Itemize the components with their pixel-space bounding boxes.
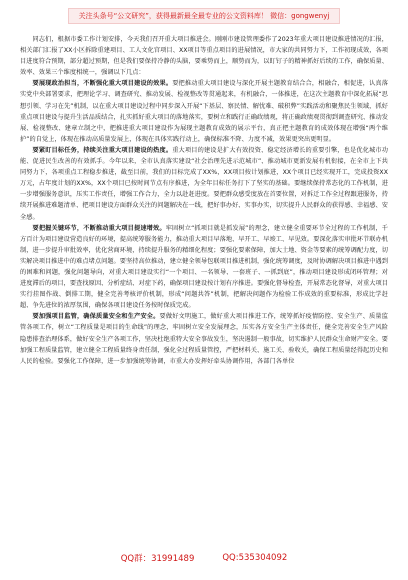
paragraph-body: 同志们，根据市委工作计划安排，今天我们召开重大项目推进会。刚刚市建设管理委作了2023年重大项目建设推进情况的汇报，相关部门汇报了XX小区拆除重建项目、工人文化宫项目、XX项目等重点项目的进展情况，市大家的共同努力下，工作初现成效，各项目进度符合预期，部分超过预期，但是我们要保持冷静的头脑，要乘势而上，顺势而为，以盯钉子的精神抓好后续的工作，确保质量、效率、效果三个维度相统一，强调以下几点： <box>20 36 389 77</box>
section-heading: 要把握关键环节，不断推动重大项目提速增效。 <box>32 224 166 232</box>
top-banner <box>0 6 408 26</box>
document-body <box>20 34 388 367</box>
footer-qq-group: QQ群：31991489 <box>120 554 195 564</box>
banner-text: 关注头条号“公文研究”，获得最新最全最专业的公文资料库！ 微信：gongwenyj <box>68 8 341 24</box>
paragraph-body: 要做好文明施工，做好重大项目推进工作，统筹抓好疫情防控、安全生产、质量监管各项工作，树立“工程质量是项目的生命线”的理念，牢固树立安全发展理念，压实各方安全生产主体责任，健全完善安全生产风险隐患排查治理体系，做好安全生产各项工作，坚决杜绝重特大安全事故发生，坚决遏制一般事故，切实维护人民群众生命财产安全。要加强工程质量监管，建立健全工程质量终身责任制，强化全过程质量管控，严把材料关、施工关、验收关，确保工程质量经得起历史和人民的检验。要强化工作保障，进一步加强统筹协调，市重大办发挥好牵头协调作用，各部门各单位 <box>20 313 389 365</box>
section-heading: 要紧盯目标任务，持续关注重大项目建设的热度。 <box>32 146 173 154</box>
paragraph-body: 重大项目的建设是扩大有效投资、稳定经济增长的重要引擎，也是优化城市功能、促进民生改善的有效抓手。今年以来，全市认真落实建设“社会治理先进示范城市”、推动城市更新发展有机衔接，在全市上下共同努力下，各项重点工程稳步推进，截至目前，我们的目标完成了XX%，XX项目按计划推进，XX个项目已经实现开工，完成投资XX万元，占年度计划的XX%，XX个项目已按时间节点有序推进，为全年目标任务打下了坚实的基础。要继续保持常态化的工作机制，进一步增强服务意识，压实工作责任，增强工作合力，全力以赴赶进度。要把群众感受度放在首要位置，对拆迁工作全过程跟进服务，持续开展推进难题清单、把项目建设方面群众关注的问题解决在一线，把好事办好、实事办实，切实提升人民群众的获得感、幸福感、安全感。 <box>20 146 389 221</box>
paragraph-section-4 <box>20 311 388 366</box>
footer-qq: QQ:535304092 <box>222 553 288 563</box>
paragraph-section-1 <box>20 78 388 145</box>
paragraph-body: 牢固树立“抓项目就是抓发展”的理念，建立健全重要环节全过程的工作机制，千方百计为项目建设营造良好的环境，提高统筹服务能力，推动重大项目早落地、早开工、早竣工、早见效。要深化落实审批环节联办机制，进一步提升审批效率，优化营商环境，持续提升服务的精细化程度；要强化要素保障，加大土地、资金等要素的统筹调配力度，切实解决项目推进中的难点堵点问题。要坚持高位推动，建立健全领导包联项目推进机制，强化统筹调度，及时协调解决项目推进中遇到的困难和问题，强化问题导向，对重大项目建设实行“一个项目、一名领导、一套班子、一抓到底”，推动项目建设形成闭环管理；对进度滞后的项目，要查找原因、分析症结、对症下药，确保项目建设按计划有序推进。要强化督导检查，开展常态化督导，对重大项目实行挂图作战、倒排工期，健全完善考核评价机制，形成“问题共答”机制，把解决问题作为检验工作成效的重要标准，形成比学赶超、争先进位的浓厚氛围，确保各项目建设任务按时保质完成。 <box>20 224 389 310</box>
paragraph-section-2 <box>20 145 388 223</box>
section-heading: 要加强项目监管，确保质量安全和生产安全。 <box>32 313 160 321</box>
paragraph-body: 要把推动重大项目建设与深化开展主题教育结合合，相融合，相促进，认真落实党中央部署要求，把理论学习、调查研究、推动发展、检视整改等贯通起来，有机融合，一体推进，在这次主题教育中深化拓展“思想引领、学习在先”机制，以在重大项目建设过程中同步深入开展“下基层、察民情、解忧难、破积弊”实践活动和聚焦民生领域，抓好重点项目建设与提升生活品质结合，扎实抓好重大项目的落地落实，要树立和践行正确政绩观，将正确政绩观贯彻到调查研究、推动发展、检视整改、建章立制之中，把推进重大项目建设作为展现主题教育成效的展示平台，真正把主题教育的成效体现在增强“两个维护”的自觉上，体现在推动高质量发展上，体现在具体实践行动上，确保标准不降、力度不减，效果更突出更明显。 <box>20 80 389 143</box>
section-heading: 要展现政治担当，不断强化重大项目建设的效果。 <box>32 80 173 88</box>
paragraph-intro <box>20 34 388 78</box>
paragraph-section-3 <box>20 223 388 312</box>
footer-contact <box>0 548 408 568</box>
